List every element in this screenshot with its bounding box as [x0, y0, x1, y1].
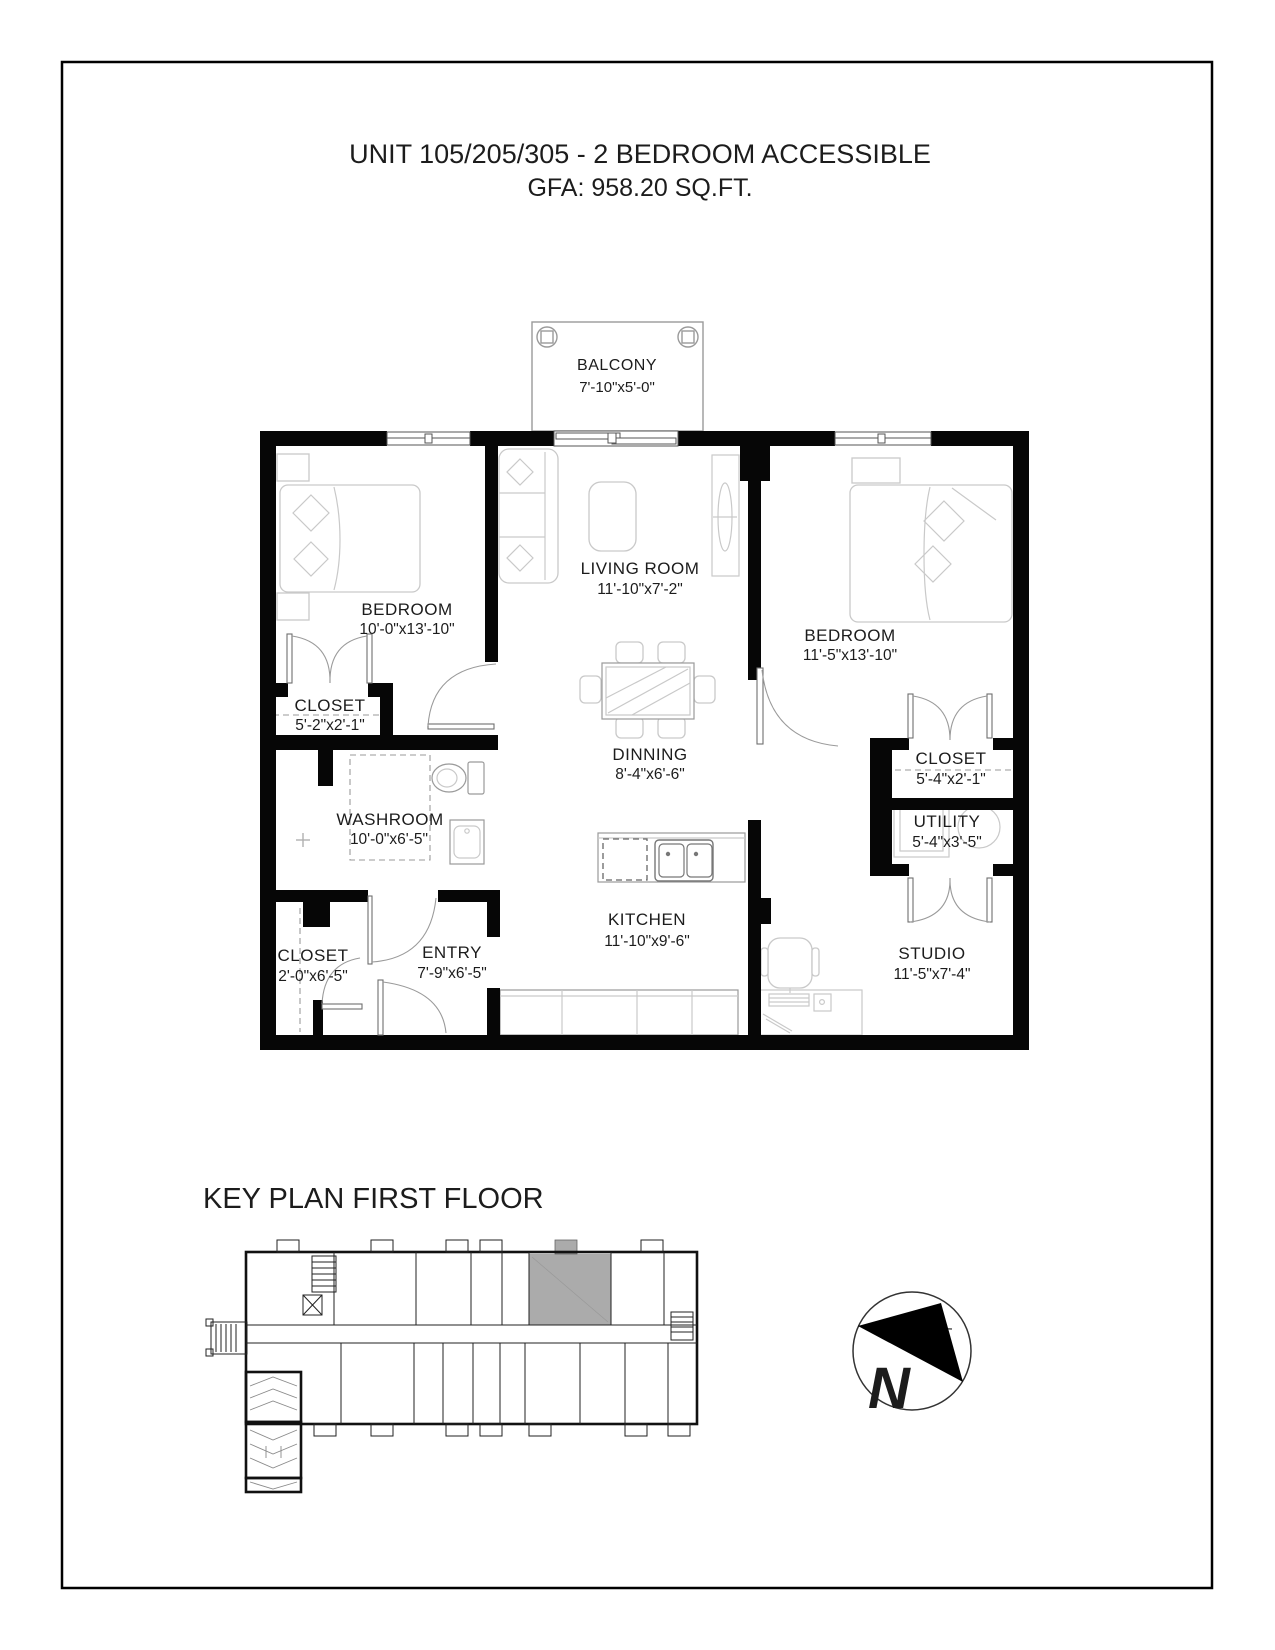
page-title: UNIT 105/205/305 - 2 BEDROOM ACCESSIBLE [349, 139, 931, 169]
room-dims-kitchen: 11'-10"x9'-6" [604, 933, 690, 950]
room-label-living-room: LIVING ROOM [580, 559, 700, 578]
balcony-bumps-bottom [314, 1424, 690, 1436]
room-label-entry: ENTRY [422, 943, 482, 962]
room-dims-closet-right: 5'-4"x2'-1" [916, 771, 986, 788]
bed-right-icon [850, 485, 1012, 622]
room-dims-balcony: 7'-10"x5'-0" [579, 379, 655, 396]
balcony-bumps-top [277, 1240, 663, 1252]
room-dims-utility: 5'-4"x3'-5" [912, 834, 982, 851]
room-dims-washroom: 10'-0"x6'-5" [349, 831, 429, 848]
page-subtitle-gfa: GFA: 958.20 SQ.FT. [527, 174, 753, 202]
sink-icon [450, 820, 484, 864]
room-dims-closet-entry: 2'-0"x6'-5" [278, 968, 348, 985]
room-label-dinning: DINNING [612, 745, 688, 764]
sofa-icon [499, 449, 558, 583]
room-dims-closet-left: 5'-2"x2'-1" [295, 717, 365, 734]
tv-cabinet-icon [712, 455, 739, 576]
elevator-icon [303, 1295, 322, 1315]
office-chair-icon [761, 938, 819, 993]
nightstand-icon [277, 593, 309, 620]
kitchen-island-icon [598, 833, 745, 882]
north-arrow-icon [853, 1292, 971, 1421]
dresser-icon [852, 458, 900, 483]
compass-north-label: N [868, 1356, 910, 1421]
room-label-washroom: WASHROOM [336, 810, 444, 829]
kitchen-sink-icon [655, 840, 713, 881]
entrance-vestibule [206, 1319, 247, 1356]
desk-icon [757, 990, 862, 1035]
kitchen-counter-icon [500, 990, 738, 1035]
room-label-bedroom-left: BEDROOM [361, 600, 453, 619]
coffee-table-icon [589, 482, 636, 551]
door-left-closet [287, 634, 372, 683]
toilet-icon [432, 762, 484, 794]
room-label-kitchen: KITCHEN [607, 910, 687, 929]
room-label-bedroom-right: BEDROOM [804, 626, 896, 645]
room-label-utility: UTILITY [913, 812, 981, 831]
door-bedroom-left [428, 664, 496, 729]
balcony-outline [532, 322, 703, 431]
room-dims-entry: 7'-9"x6'-5" [417, 965, 487, 982]
floor-drain-icon [296, 833, 310, 847]
door-bedroom-right [757, 668, 838, 746]
door-right-closet [908, 694, 992, 740]
room-label-closet-entry: CLOSET [277, 946, 349, 965]
door-utility [908, 878, 992, 922]
dining-table-icon [580, 642, 715, 738]
room-dims-living-room: 11'-10"x7'-2" [597, 581, 683, 598]
room-label-balcony: BALCONY [577, 357, 657, 374]
window-icon [835, 432, 931, 445]
sliding-door-icon [554, 431, 678, 446]
door-entry [378, 980, 446, 1035]
room-dims-studio: 11'-5"x7'-4" [893, 966, 971, 983]
room-label-closet-left: CLOSET [294, 696, 366, 715]
nightstand-icon [277, 454, 309, 481]
room-label-closet-right: CLOSET [915, 749, 987, 768]
bed-left-icon [280, 485, 420, 592]
window-icon [387, 432, 470, 445]
room-dims-bedroom-right: 11'-5"x13'-10" [802, 647, 898, 664]
key-plan-drawing [206, 1240, 697, 1492]
key-plan-title: KEY PLAN FIRST FLOOR [203, 1183, 544, 1215]
room-label-studio: STUDIO [898, 944, 966, 963]
ramp-icon [246, 1372, 301, 1492]
room-dims-dinning: 8'-4"x6'-6" [615, 766, 685, 783]
stairs-icon [671, 1312, 693, 1340]
room-dims-bedroom-left: 10'-0"x13'-10" [359, 621, 455, 638]
sheet-border [62, 62, 1212, 1588]
stairs-icon [312, 1256, 336, 1292]
